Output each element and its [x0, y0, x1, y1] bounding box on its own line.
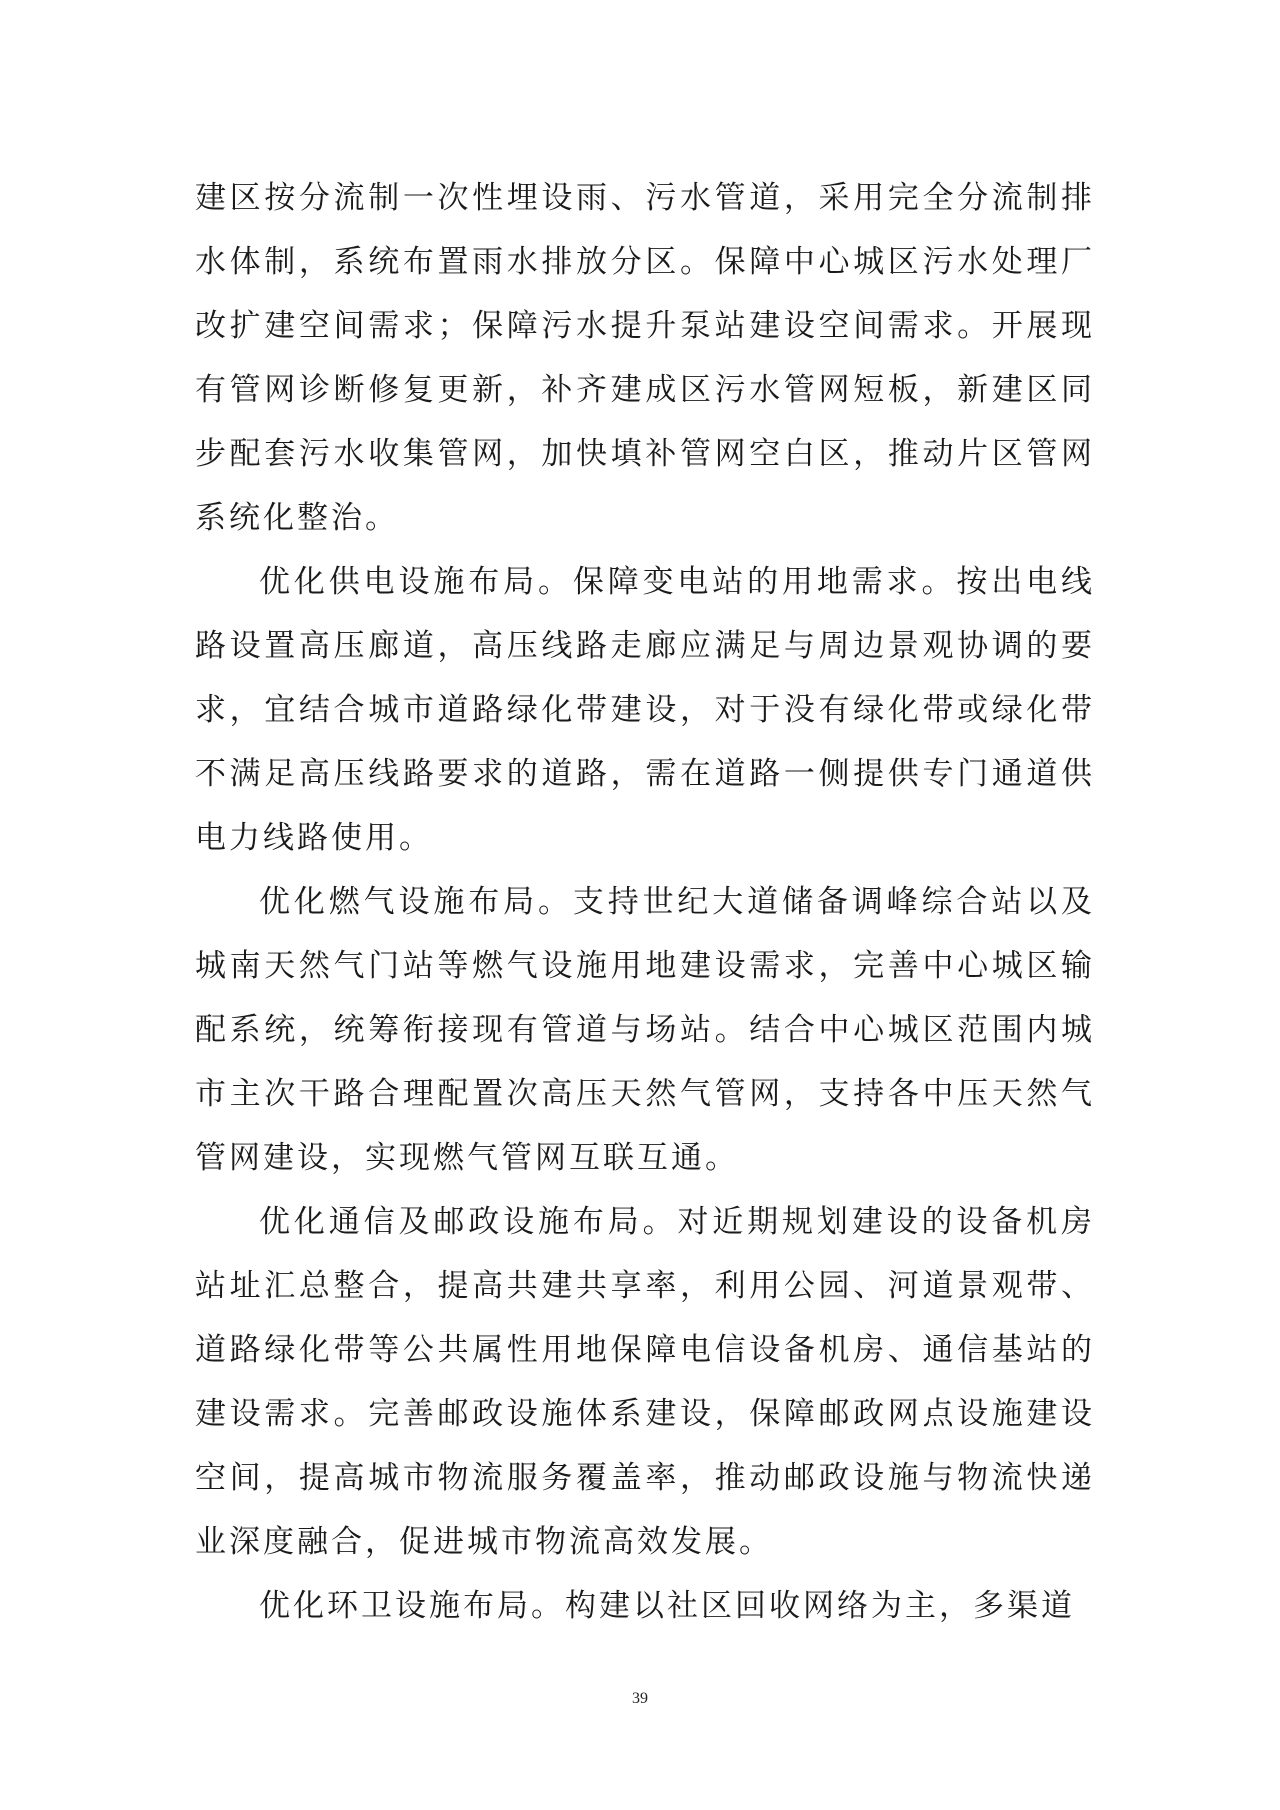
paragraph-text: 建区按分流制一次性埋设雨、污水管道，采用完全分流制排水体制，系统布置雨水排放分区。保障中心城区污水处理厂改扩建空间需求；保障污水提升泵站建设空间需求。开展现有管网诊断修复更新，补齐建成区污水管网短板，新建区同步配套污水收集管网，加快填补管网空白区，推动片区管网系统化整治。	[195, 180, 1095, 536]
paragraph-sewer-network	[195, 166, 1095, 550]
paragraph-telecom-postal	[195, 1190, 1095, 1574]
body-text	[195, 166, 1095, 1638]
paragraph-power-supply	[195, 550, 1095, 870]
paragraph-lead: 优化燃气设施布局。	[259, 884, 573, 920]
paragraph-text: 保障变电站的用地需求。按出电线路设置高压廊道，高压线路走廊应满足与周边景观协调的要求，宜结合城市道路绿化带建设，对于没有绿化带或绿化带不满足高压线路要求的道路，需在道路一侧提供专门通道供电力线路使用。	[195, 564, 1096, 856]
paragraph-gas-supply	[195, 870, 1095, 1190]
paragraph-text: 支持世纪大道储备调峰综合站以及城南天然气门站等燃气设施用地建设需求，完善中心城区输配系统，统筹衔接现有管道与场站。结合中心城区范围内城市主次干路合理配置次高压天然气管网，支持各中压天然气管网建设，实现燃气管网互联互通。	[195, 884, 1096, 1176]
paragraph-lead: 优化通信及邮政设施布局。	[259, 1204, 678, 1240]
paragraph-text: 对近期规划建设的设备机房站址汇总整合，提高共建共享率，利用公园、河道景观带、道路绿化带等公共属性用地保障电信设备机房、通信基站的建设需求。完善邮政设施体系建设，保障邮政网点设施建设空间，提高城市物流服务覆盖率，推动邮政设施与物流快递业深度融合，促进城市物流高效发展。	[195, 1204, 1096, 1560]
page-number: 39	[632, 1690, 648, 1707]
paragraph-lead: 优化供电设施布局。	[259, 564, 573, 600]
paragraph-lead: 优化环卫设施布局。	[259, 1588, 565, 1624]
paragraph-text: 构建以社区回收网络为主，多渠道	[565, 1588, 1075, 1624]
paragraph-sanitation	[195, 1574, 1095, 1638]
